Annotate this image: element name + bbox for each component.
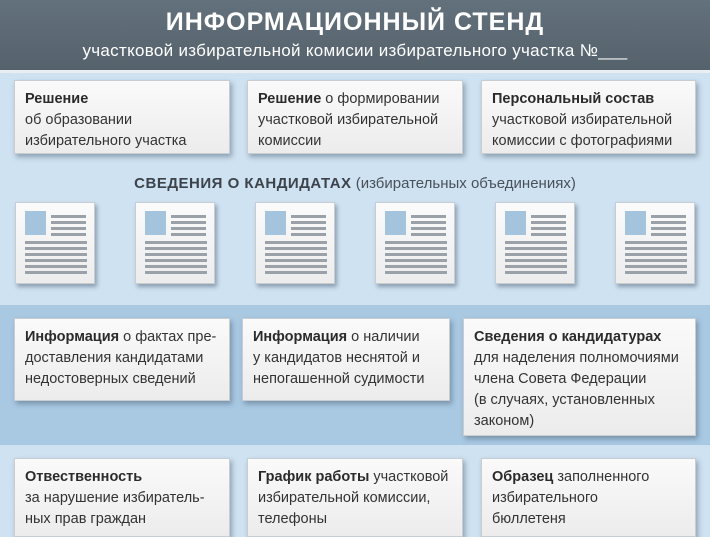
document-text-line: [505, 271, 567, 274]
stand-title: ИНФОРМАЦИОННЫЙ СТЕНД: [165, 8, 545, 36]
candidates-heading: [0, 175, 710, 192]
document-text-line: [25, 265, 87, 268]
candidate-photo-placeholder: [505, 211, 526, 235]
document-text-line: [25, 247, 87, 250]
candidate-document-thumbnail: [375, 202, 455, 284]
document-text-line: [531, 227, 566, 230]
card-work-schedule: [247, 458, 463, 537]
document-text-line: [625, 259, 687, 262]
card-federation-council-candidates: [463, 318, 696, 436]
document-text-line: [25, 259, 87, 262]
card-sample-ballot: [481, 458, 696, 537]
card-line: об образовании: [25, 112, 133, 128]
candidate-photo-placeholder: [385, 211, 406, 235]
document-text-line: [411, 233, 446, 236]
candidates-heading-bold: СВЕДЕНИЯ О КАНДИДАТАХ: [134, 175, 352, 192]
card-responsibility: [14, 458, 230, 537]
document-text-line: [145, 253, 207, 256]
card-decision-formation-precinct: [14, 80, 230, 154]
card-line: избирательного: [492, 490, 598, 506]
document-text-line: [145, 271, 207, 274]
card-false-information: [14, 318, 230, 401]
document-text-line: [531, 215, 566, 218]
document-text-line: [265, 259, 327, 262]
document-text-line: [291, 215, 326, 218]
document-text-line: [51, 233, 86, 236]
candidate-document-thumbnail: [615, 202, 695, 284]
document-text-line: [531, 221, 566, 224]
document-text-line: [145, 241, 207, 244]
document-text-line: [411, 215, 446, 218]
document-text-line: [171, 227, 206, 230]
stand-subtitle: участковой избирательной комисии избирательного участка №___: [82, 41, 628, 60]
document-text-line: [145, 247, 207, 250]
card-title: Образец: [492, 469, 554, 485]
card-line: ных прав граждан: [25, 511, 147, 527]
card-title: Решение: [25, 91, 89, 107]
document-text-line: [265, 241, 327, 244]
card-line: непогашенной судимости: [253, 371, 425, 387]
document-text-line: [625, 265, 687, 268]
card-personnel-composition: [481, 80, 696, 154]
document-text-line: [145, 259, 207, 262]
document-text-line: [51, 221, 86, 224]
document-text-line: [625, 253, 687, 256]
document-text-line: [171, 215, 206, 218]
document-text-line: [265, 265, 327, 268]
card-line: доставления кандидатами: [25, 350, 204, 366]
card-line: за нарушение избиратель-: [25, 490, 205, 506]
document-text-line: [505, 259, 567, 262]
card-line: (в случаях, установленных: [474, 392, 655, 408]
card-title: Информация: [253, 329, 348, 345]
document-text-line: [51, 215, 86, 218]
document-text-line: [505, 253, 567, 256]
card-line: избирательного участка: [25, 133, 187, 149]
document-text-line: [291, 227, 326, 230]
document-text-line: [291, 221, 326, 224]
candidate-document-thumbnail: [255, 202, 335, 284]
document-text-line: [171, 233, 206, 236]
document-text-line: [385, 259, 447, 262]
document-text-line: [385, 253, 447, 256]
document-text-line: [651, 233, 686, 236]
document-text-line: [505, 241, 567, 244]
card-line: участковой избирательной: [258, 112, 439, 128]
card-line: у кандидатов неснятой и: [253, 350, 421, 366]
candidate-photo-placeholder: [145, 211, 166, 235]
document-text-line: [651, 227, 686, 230]
document-text-line: [651, 221, 686, 224]
card-line: недостоверных сведений: [25, 371, 196, 387]
card-title-rest: заполненного: [553, 469, 650, 485]
card-line: телефоны: [258, 511, 328, 527]
candidate-photo-placeholder: [25, 211, 46, 235]
card-criminal-record: [242, 318, 450, 401]
document-text-line: [291, 233, 326, 236]
document-text-line: [531, 233, 566, 236]
document-text-line: [651, 215, 686, 218]
card-line: бюллетеня: [492, 511, 566, 527]
card-title: График работы: [258, 469, 370, 485]
card-line: для наделения полномочиями: [474, 350, 679, 366]
candidates-heading-rest: (избирательных объединениях): [351, 175, 576, 192]
document-text-line: [265, 271, 327, 274]
document-text-line: [385, 265, 447, 268]
card-line: участковой избирательной: [492, 112, 673, 128]
card-title: Сведения о кандидатурах: [474, 329, 662, 345]
document-text-line: [265, 247, 327, 250]
document-text-line: [505, 247, 567, 250]
document-text-line: [25, 253, 87, 256]
document-text-line: [385, 247, 447, 250]
candidate-document-thumbnail: [135, 202, 215, 284]
card-title-rest: о формировании: [321, 91, 440, 107]
document-text-line: [25, 271, 87, 274]
document-text-line: [171, 221, 206, 224]
card-title: Информация: [25, 329, 120, 345]
document-text-line: [411, 227, 446, 230]
document-text-line: [25, 241, 87, 244]
document-text-line: [385, 271, 447, 274]
card-line: комиссии с фотографиями: [492, 133, 673, 149]
candidate-photo-placeholder: [265, 211, 286, 235]
document-text-line: [625, 241, 687, 244]
candidate-document-thumbnail: [495, 202, 575, 284]
document-text-line: [265, 253, 327, 256]
document-text-line: [411, 221, 446, 224]
card-line: комиссии: [258, 133, 322, 149]
document-text-line: [625, 247, 687, 250]
card-line: члена Совета Федерации: [474, 371, 647, 387]
document-text-line: [625, 271, 687, 274]
document-text-line: [505, 265, 567, 268]
document-text-line: [385, 241, 447, 244]
stand-header: [0, 0, 710, 73]
card-title-rest: о наличии: [347, 329, 420, 345]
card-title: Персональный состав: [492, 91, 655, 107]
document-text-line: [145, 265, 207, 268]
candidate-document-thumbnail: [15, 202, 95, 284]
document-text-line: [51, 227, 86, 230]
card-line: избирательной комиссии,: [258, 490, 431, 506]
card-title-rest: участковой: [369, 469, 449, 485]
card-decision-formation-commission: [247, 80, 463, 154]
card-title: Решение: [258, 91, 322, 107]
card-title-rest: о фактах пре-: [119, 329, 217, 345]
candidate-photo-placeholder: [625, 211, 646, 235]
card-line: законом): [474, 413, 535, 429]
card-title: Отвественность: [25, 469, 143, 485]
